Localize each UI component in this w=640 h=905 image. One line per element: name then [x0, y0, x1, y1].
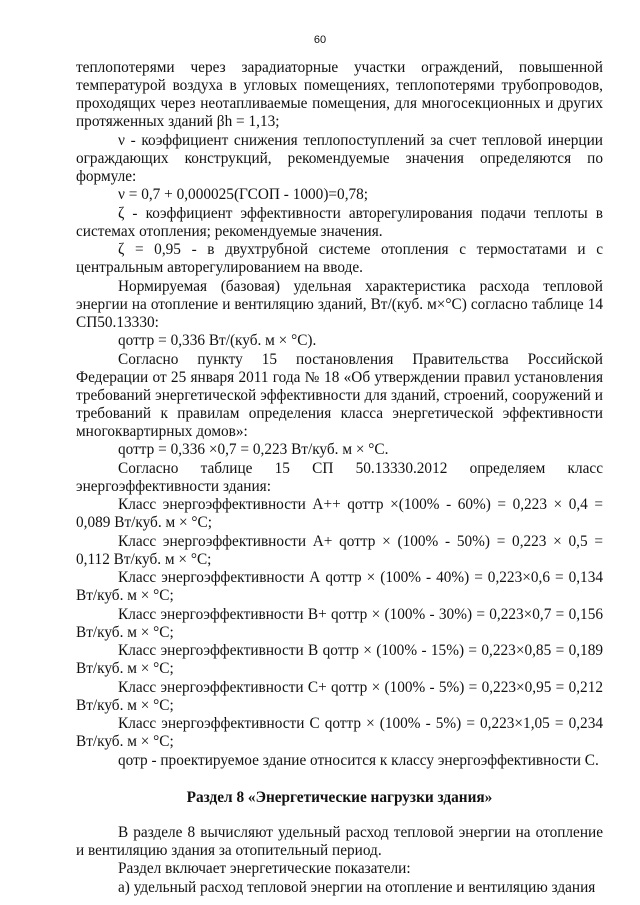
paragraph: В разделе 8 вычисляют удельный расход тепловой энергии на отопление и вентиляцию здания за отопительный период.: [76, 823, 603, 859]
formula: qоттр = 0,336 ×0,7 = 0,223 Вт/куб. м × °С.: [118, 441, 389, 458]
page-body: [76, 59, 603, 897]
formula: ν = 0,7 + 0,000025(ГСОП - 1000)=0,78;: [118, 186, 369, 203]
paragraph: Согласно таблице 15 СП 50.13330.2012 определяем класс энергоэффективности здания:: [76, 459, 603, 495]
class-calculation: Класс энергоэффективности С+ qоттр × (100% - 5%) = 0,223×0,95 = 0,212 Вт/куб. м × °С;: [76, 678, 603, 714]
paragraph: ν - коэффициент снижения теплопоступлений за счет тепловой инерции ограждающих конструкций, рекомендуемые значения определяются по формуле:: [76, 131, 603, 185]
formula: qоттр = 0,336 Вт/(куб. м × °С).: [118, 332, 317, 349]
paragraph: Согласно пункту 15 постановления Правительства Российской Федерации от 25 января 2011 года № 18 «Об утверждении правил установления требований энергетической эффективности для зданий, строений, сооружений и требований к правилам определения класса энергетической эффективности многоквартирных домов»:: [76, 350, 603, 440]
class-calculation: Класс энергоэффективности В+ qоттр × (100% - 30%) = 0,223×0,7 = 0,156 Вт/куб. м × °С;: [76, 605, 603, 641]
list-item: а) удельный расход тепловой энергии на отопление и вентиляцию здания: [118, 878, 596, 896]
paragraph: Раздел включает энергетические показатели:: [118, 860, 411, 877]
paragraph: теплопотерями через зарадиаторные участки ограждений, повышенной температурой воздуха в угловых помещениях, теплопотерями трубопроводов, проходящих через неотапливаемые помещения, для многосекционных и других протяженных зданий βh = 1,13;: [76, 59, 603, 130]
class-calculation: Класс энергоэффективности А qоттр × (100% - 40%) = 0,223×0,6 = 0,134 Вт/куб. м × °С;: [76, 569, 603, 604]
section-heading: Раздел 8 «Энергетические нагрузки здания»: [186, 788, 493, 806]
class-calculation: Класс энергоэффективности А+ qоттр × (100% - 50%) = 0,223 × 0,5 = 0,112 Вт/куб. м × °С;: [76, 532, 603, 568]
paragraph: ζ - коэффициент эффективности авторегулирования подачи теплоты в системах отопления; рекомендуемые значения.: [76, 204, 603, 240]
page-number: 60: [313, 34, 327, 46]
class-calculation: Класс энергоэффективности А++ qоттр ×(100% - 60%) = 0,223 × 0,4 = 0,089 Вт/куб. м × °С;: [76, 496, 603, 531]
paragraph: Нормируемая (базовая) удельная характеристика расхода тепловой энергии на отопление и вентиляцию зданий, Вт/(куб. м×°С) согласно таблице 14 СП50.13330:: [76, 277, 603, 331]
class-calculation: Класс энергоэффективности С qоттр × (100% - 5%) = 0,223×1,05 = 0,234 Вт/куб. м × °С;: [76, 715, 603, 750]
conclusion: qотр - проектируемое здание относится к классу энергоэффективности С.: [118, 751, 599, 769]
paragraph: ζ = 0,95 - в двухтрубной системе отопления с термостатами и с центральным авторегулированием на вводе.: [76, 241, 603, 276]
class-calculation: Класс энергоэффективности В qоттр × (100% - 15%) = 0,223×0,85 = 0,189 Вт/куб. м × °С;: [76, 642, 603, 677]
